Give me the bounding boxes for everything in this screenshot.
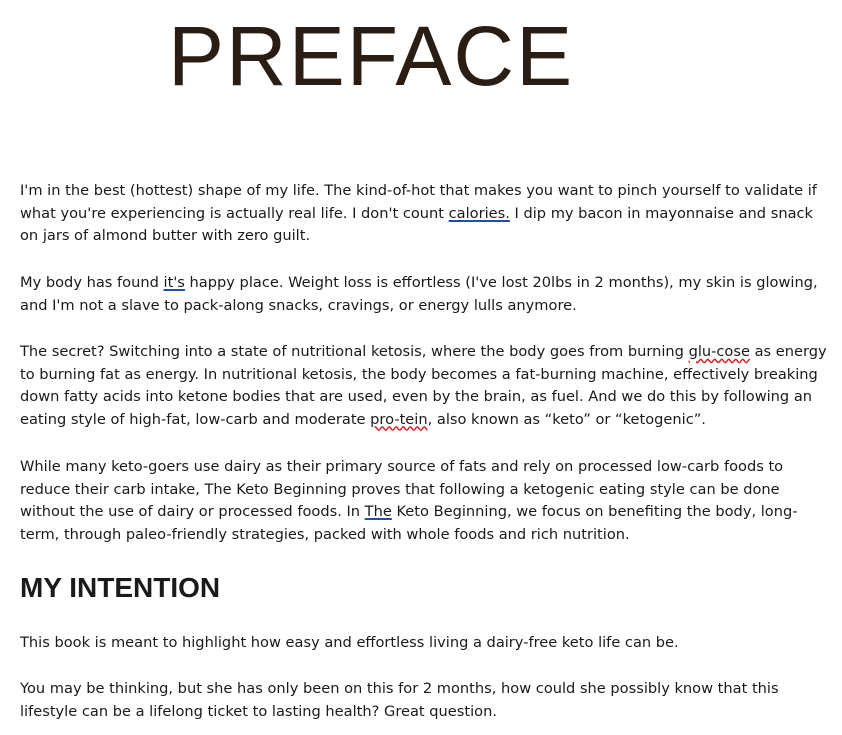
paragraph-2-text-a: My body has found <box>20 274 164 291</box>
paragraph-4 <box>20 456 832 546</box>
paragraph-3-text-a: The secret? Switching into a state of nutritional ketosis, where the body goes from burning <box>20 343 689 360</box>
paragraph-4-text-a: While many keto-goers use dairy as their primary source of fats and rely on processed low-carb foods to reduce their carb intake, The Keto Beginning proves that following a ketogenic eating style can be done without the use of dairy or processed foods. In <box>20 458 784 520</box>
paragraph-3-text-c: , also known as “keto” or “ketogenic”. <box>427 410 706 428</box>
paragraph-1-text-b: I dip my bacon in mayonnaise and snack on jars of almond butter with zero guilt. <box>20 204 813 244</box>
protein-spelling-flag: pro-tein <box>370 410 428 428</box>
paragraph-2 <box>20 272 832 317</box>
paragraph-4-text-b: Keto Beginning, we focus on benefiting the body, long-term, through paleo-friendly strategies, packed with whole foods and rich nutrition. <box>20 503 798 543</box>
the-underlined-word: The <box>364 503 392 520</box>
calories-underlined-word: calories. <box>448 204 510 222</box>
glucose-spelling-flag: glu-cose <box>688 343 750 360</box>
paragraph-5: This book is meant to highlight how easy and effortless living a dairy-free keto life can be. <box>20 634 679 651</box>
page-title: PREFACE <box>168 9 575 103</box>
paragraph-3 <box>20 341 832 431</box>
paragraph-3-text-b: as energy to burning fat as energy. In nutritional ketosis, the body becomes a fat-burning machine, effectively breaking down fatty acids into ketone bodies that are used, even by the brain, as fuel. And we do this by following an eating style of high-fat, low-carb and moderate <box>20 343 827 428</box>
its-underlined-word: it's <box>163 274 185 291</box>
paragraph-6: You may be thinking, but she has only been on this for 2 months, how could she possibly know that this lifestyle can be a lifelong ticket to lasting health? Great question. <box>20 680 779 720</box>
paragraph-1 <box>20 180 832 248</box>
paragraph-1-text-a: I'm in the best (hottest) shape of my life. The kind-of-hot that makes you want to pinch yourself to validate if what you're experiencing is actually real life. I don't count <box>20 182 817 222</box>
section-heading: MY INTENTION <box>20 572 221 603</box>
paragraph-2-text-b: happy place. Weight loss is effortless (I've lost 20lbs in 2 months), my skin is glowing, and I'm not a slave to pack-along snacks, cravings, or energy lulls anymore. <box>20 274 818 314</box>
